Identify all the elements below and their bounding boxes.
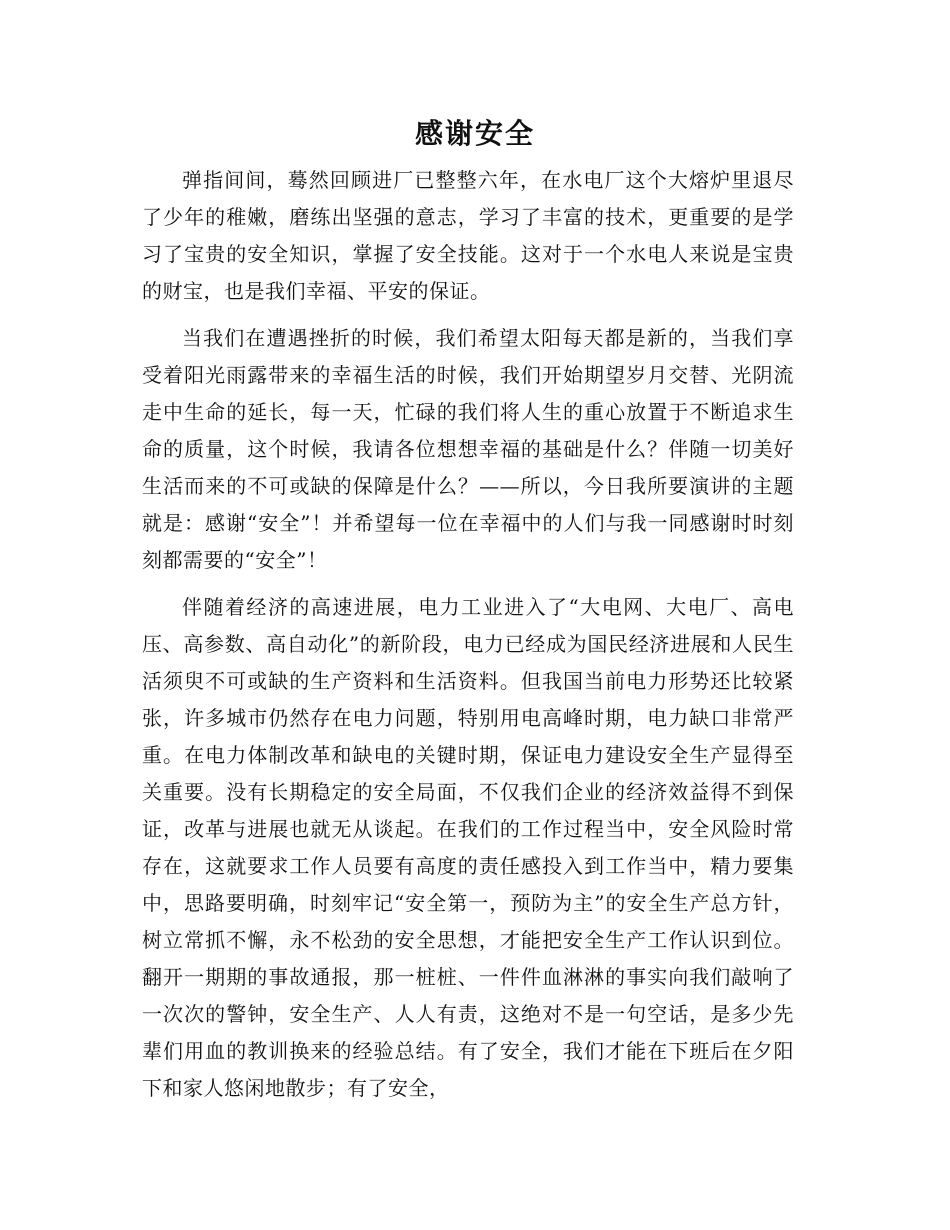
paragraph-3: 伴随着经济的高速进展，电力工业进入了“大电网、大电厂、高电压、高参数、高自动化”的新阶段，电力已经成为国民经济进展和人民生活须臾不可或缺的生产资料和生活资料。但我国当前电力形势还比较紧张，许多城市仍然存在电力问题，特别用电高峰时期，电力缺口非常严重。在电力体制改革和缺电的关键时期，保证电力建设安全生产显得至关重要。没有长期稳定的安全局面，不仅我们企业的经济效益得不到保证，改革与进展也就无从谈起。在我们的工作过程当中，安全风险时常存在，这就要求工作人员要有高度的责任感投入到工作当中，精力要集中，思路要明确，时刻牢记“安全第一，预防为主”的安全生产总方针，树立常抓不懈，永不松劲的安全思想，才能把安全生产工作认识到位。翻开一期期的事故通报，那一桩桩、一件件血淋淋的事实向我们敲响了一次次的警钟，安全生产、人人有责，这绝对不是一句空话，是多少先辈们用血的教训换来的经验总结。有了安全，我们才能在下班后在夕阳下和家人悠闲地散步；有了安全， [142,595,794,1100]
document-body [142,162,794,1117]
paragraph-1: 弹指间间，蓦然回顾进厂已整整六年，在水电厂这个大熔炉里退尽了少年的稚嫩，磨练出坚强的意志，学习了丰富的技术，更重要的是学习了宝贵的安全知识，掌握了安全技能。这对于一个水电人来说是宝贵的财宝，也是我们幸福、平安的保证。 [142,168,794,303]
paragraph-2: 当我们在遭遇挫折的时候，我们希望太阳每天都是新的，当我们享受着阳光雨露带来的幸福生活的时候，我们开始期望岁月交替、光阴流走中生命的延长，每一天，忙碌的我们将人生的重心放置于不断追求生命的质量，这个时候，我请各位想想幸福的基础是什么？伴随一切美好生活而来的不可或缺的保障是什么？——所以，今日我所要演讲的主题就是：感谢“安全”！并希望每一位在幸福中的人们与我一同感谢时时刻刻都需要的“安全”！ [142,326,794,572]
document-title: 感谢安全 [414,117,535,150]
